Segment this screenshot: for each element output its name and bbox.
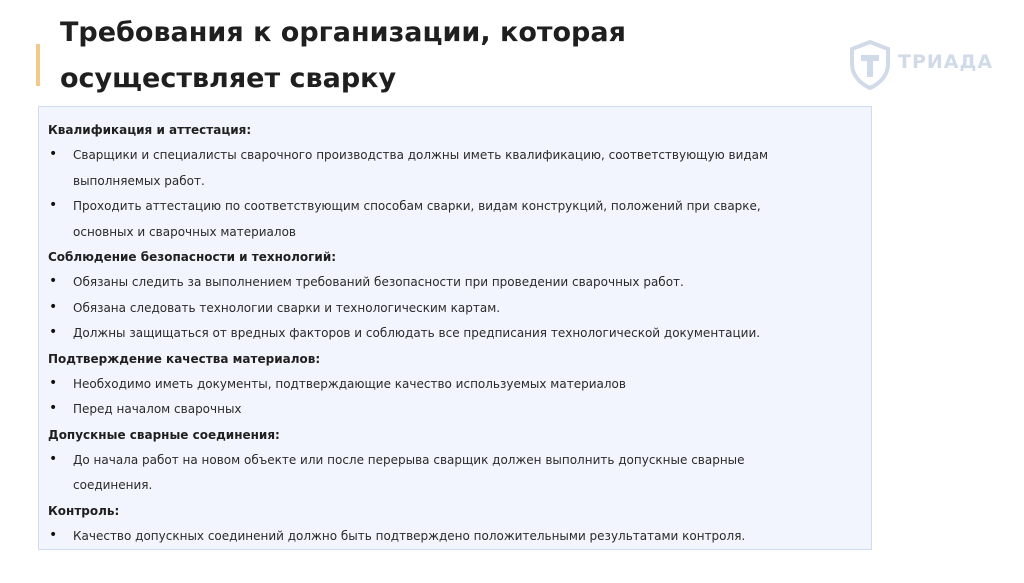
title-accent-bar: [36, 44, 40, 86]
bullet-icon: •: [49, 324, 58, 340]
list-item: [48, 270, 851, 296]
section-heading: Допускные сварные соединения:: [48, 427, 280, 442]
list-item-text: Качество допускных соединений должно быть подтверждено положительными результатами контроля.: [73, 528, 746, 543]
section-safety: [48, 245, 851, 347]
bullet-list: [48, 270, 851, 347]
list-item-text: До начала работ на новом объекте или после перерыва сварщик должен выполнить допускные сварные соединения.: [73, 452, 745, 492]
list-item: [48, 372, 851, 398]
bullet-list: [48, 143, 851, 245]
list-item-text: Необходимо иметь документы, подтверждающие качество используемых материалов: [73, 376, 626, 391]
bullet-icon: •: [49, 146, 58, 162]
list-item: [48, 524, 851, 550]
bullet-icon: •: [49, 273, 58, 289]
list-item-text: Обязана следовать технологии сварки и технологическим картам.: [73, 300, 501, 315]
slide-title: Требования к организации, которая осуществляет сварку: [60, 17, 626, 94]
list-item-text: Проходить аттестацию по соответствующим способам сварки, видам конструкций, положений при сварке, основных и сварочных материалов: [73, 199, 761, 239]
section-heading: Контроль:: [48, 503, 120, 518]
logo-text: ТРИАДА: [898, 51, 994, 73]
requirements-box: [38, 106, 872, 550]
bullet-list: [48, 524, 851, 550]
list-item: [48, 194, 851, 245]
section-heading: Соблюдение безопасности и технологий:: [48, 250, 337, 264]
section-admission-joints: [48, 423, 851, 499]
company-logo: [848, 40, 998, 90]
list-item: [48, 296, 851, 322]
list-item-text: Перед началом сварочных: [73, 402, 242, 416]
section-heading: Квалификация и аттестация:: [48, 123, 252, 137]
shield-t-icon: [848, 40, 892, 90]
bullet-icon: •: [49, 526, 58, 543]
section-qualification: [48, 118, 851, 245]
list-item: [48, 143, 851, 194]
bullet-icon: •: [49, 374, 58, 391]
section-heading: Подтверждение качества материалов:: [48, 351, 321, 366]
bullet-icon: •: [49, 450, 58, 467]
section-materials: [48, 347, 851, 423]
bullet-list: [48, 372, 851, 423]
section-control: [48, 499, 851, 550]
list-item: [48, 448, 851, 499]
list-item: [48, 397, 851, 423]
list-item-text: Сварщики и специалисты сварочного производства должны иметь квалификацию, соответствующую видам выполняемых работ.: [73, 148, 769, 188]
bullet-icon: •: [49, 400, 58, 416]
list-item-text: Должны защищаться от вредных факторов и соблюдать все предписания технологической документации.: [73, 326, 761, 340]
list-item-text: Обязаны следить за выполнением требований безопасности при проведении сварочных работ.: [73, 275, 684, 289]
bullet-icon: •: [49, 197, 58, 213]
bullet-list: [48, 448, 851, 499]
bullet-icon: •: [49, 298, 58, 315]
list-item: [48, 321, 851, 347]
